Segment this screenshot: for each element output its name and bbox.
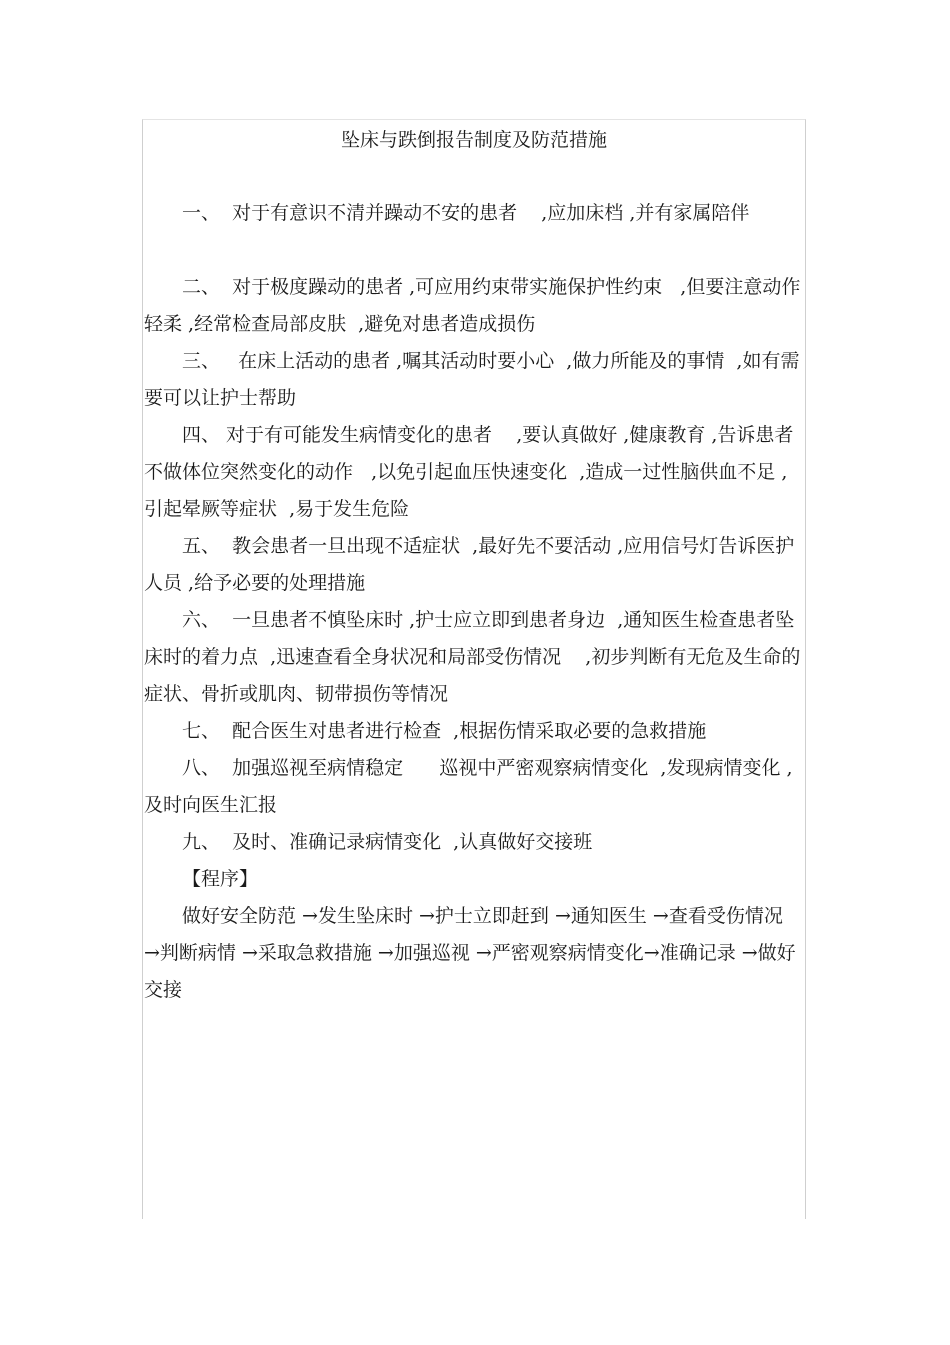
item-3-number: 三、 <box>182 350 221 372</box>
item-5-text: 教会患者一旦出现不适症状 ,最好先不要活动 ,应用信号灯告诉医护人员 ,给予必要的处理措施 <box>144 535 795 594</box>
item-1 <box>144 195 804 232</box>
item-6-number: 六、 <box>182 609 221 631</box>
item-9-number: 九、 <box>182 831 221 853</box>
procedure-heading: 【程序】 <box>182 868 259 890</box>
item-3 <box>144 343 804 417</box>
item-4-text: 对于有可能发生病情变化的患者 ,要认真做好 ,健康教育 ,告诉患者不做体位突然变化的动作 ,以免引起血压快速变化 ,造成一过性脑供血不足 ,引起晕厥等症状 ,易于发生危险 <box>144 424 794 520</box>
item-6-text: 一旦患者不慎坠床时 ,护士应立即到患者身边 ,通知医生检查患者坠床时的着力点 ,迅速查看全身状况和局部受伤情况 ,初步判断有无危及生命的症状、骨折或肌肉、韧带损伤等情况 <box>144 609 801 705</box>
item-7 <box>144 713 804 750</box>
item-6 <box>144 602 804 713</box>
item-7-number: 七、 <box>182 720 221 742</box>
procedure-flow: 做好安全防范 →发生坠床时 →护士立即赶到 →通知医生 →查看受伤情况 →判断病情 →采取急救措施 →加强巡视 →严密观察病情变化→准确记录 →做好交接 <box>144 905 796 1001</box>
item-4-number: 四、 <box>182 424 221 446</box>
item-9 <box>144 824 804 861</box>
item-8-text: 加强巡视至病情稳定 巡视中严密观察病情变化 ,发现病情变化 ,及时向医生汇报 <box>144 757 793 816</box>
document-body <box>144 122 804 1009</box>
item-2-text: 对于极度躁动的患者 ,可应用约束带实施保护性约束 ,但要注意动作轻柔 ,经常检查局部皮肤 ,避免对患者造成损伤 <box>144 276 801 335</box>
item-2 <box>144 269 804 343</box>
item-2-number: 二、 <box>182 276 221 298</box>
item-5 <box>144 528 804 602</box>
item-3-text: 在床上活动的患者 ,嘱其活动时要小心 ,做力所能及的事情 ,如有需要可以让护士帮助 <box>144 350 800 409</box>
item-8-number: 八、 <box>182 757 221 779</box>
item-1-text: 对于有意识不清并躁动不安的患者 ,应加床档 ,并有家属陪伴 <box>220 202 750 224</box>
item-7-text: 配合医生对患者进行检查 ,根据伤情采取必要的急救措施 <box>220 720 707 742</box>
item-1-number: 一、 <box>182 202 221 224</box>
item-8 <box>144 750 804 824</box>
document-title: 坠床与跌倒报告制度及防范措施 <box>340 129 607 151</box>
item-4 <box>144 417 804 528</box>
item-9-text: 及时、准确记录病情变化 ,认真做好交接班 <box>220 831 593 853</box>
item-5-number: 五、 <box>182 535 221 557</box>
